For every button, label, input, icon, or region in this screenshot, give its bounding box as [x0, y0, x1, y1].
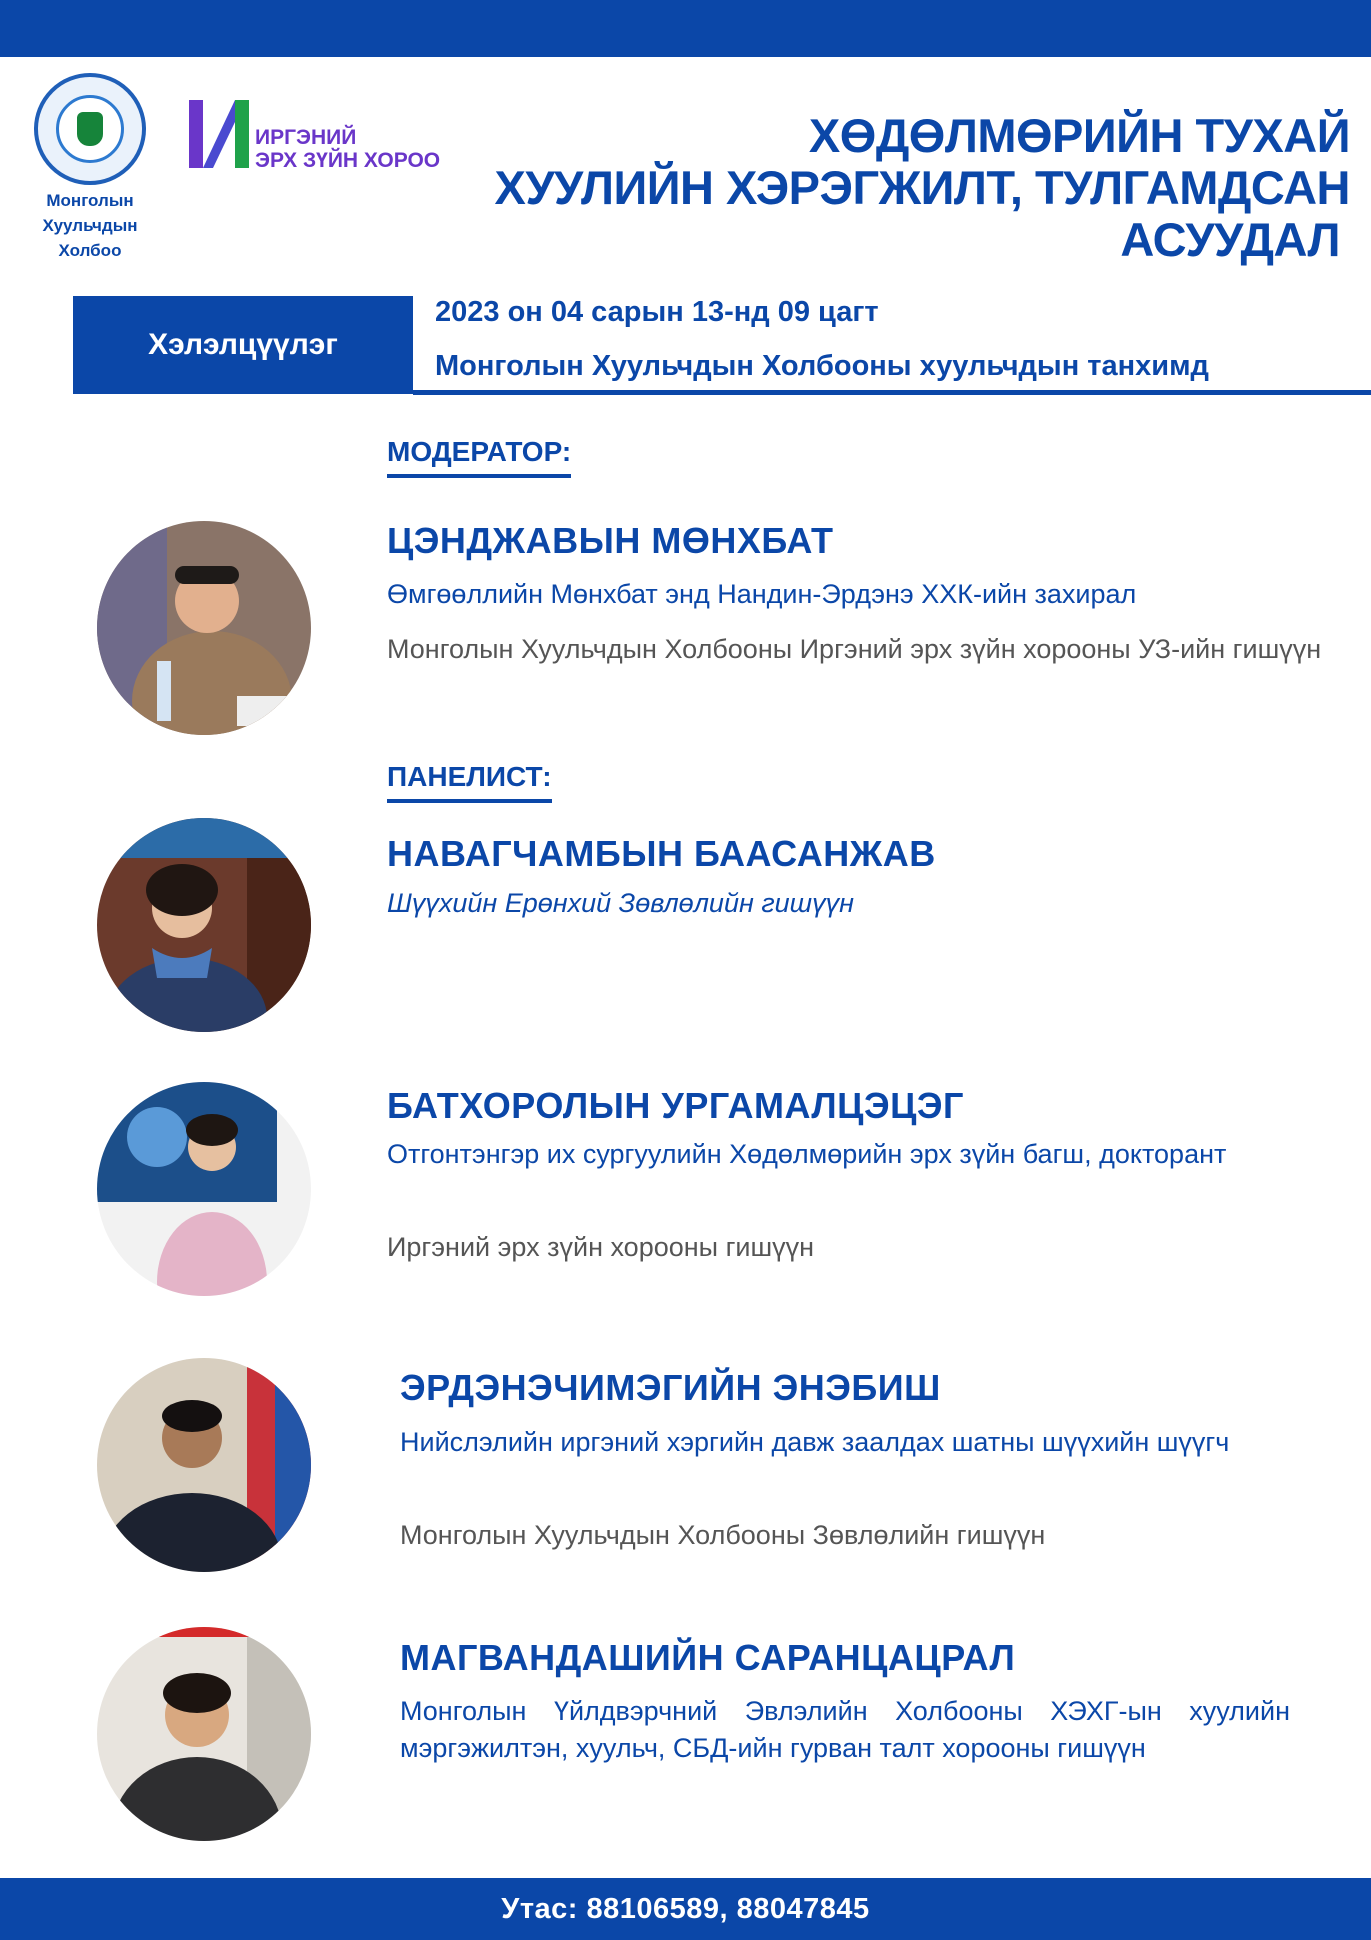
moderator-photo: [97, 521, 311, 735]
contact-phone-footer: Утас: 88106589, 88047845: [0, 1878, 1371, 1940]
committee-logo-text: ИРГЭНИЙ ЭРХ ЗҮЙН ХОРОО: [255, 126, 441, 172]
event-type-badge: Хэлэлцүүлэг: [73, 296, 413, 394]
org-name: Монголын Хуульчдын Холбоо: [42, 191, 138, 260]
top-banner: [0, 0, 1371, 57]
moderator-role: Өмгөөллийн Мөнхбат энд Нандин-Эрдэнэ ХХК-ийн захирал: [387, 579, 1137, 609]
panelist-role: Шүүхийн Ерөнхий Зөвлөлийн гишүүн: [387, 888, 854, 918]
panelist-role: Нийслэлийн иргэний хэргийн давж заалдах шатны шүүхийн шүүгч: [400, 1427, 1230, 1457]
panelist-name: МАГВАНДАШИЙН САРАНЦАЦРАЛ: [400, 1637, 1016, 1678]
moderator-label: МОДЕРАТОР:: [387, 436, 571, 478]
panelist-photo: [97, 1627, 311, 1841]
panelist-name: ЭРДЭНЭЧИМЭГИЙН ЭНЭБИШ: [400, 1367, 941, 1408]
event-underline: [413, 390, 1371, 395]
moderator-name: ЦЭНДЖАВЫН МӨНХБАТ: [387, 520, 834, 561]
panelist-role: Монголын Үйлдвэрчний Эвлэлийн Холбооны ХЭХГ-ын хуулийн мэргэжилтэн, хуульч, СБД-ийн гурван талт хорооны гишүүн: [400, 1696, 1290, 1763]
panelist-extra: Иргэний эрх зүйн хорооны гишүүн: [387, 1232, 815, 1262]
panelist-label: ПАНЕЛИСТ:: [387, 761, 552, 803]
civil-law-committee-logo-icon: [189, 100, 249, 168]
event-location: Монголын Хуульчдын Холбооны хуульчдын танхимд: [435, 350, 1209, 382]
panelist-extra: Монголын Хуульчдын Холбооны Зөвлөлийн гишүүн: [400, 1520, 1046, 1550]
bar-association-seal-logo: [34, 73, 146, 185]
panelist-photo: [97, 818, 311, 1032]
panelist-photo: [97, 1082, 311, 1296]
page-title: ХӨДӨЛМӨРИЙН ТУХАЙ ХУУЛИЙН ХЭРЭГЖИЛТ, ТУЛГАМДСАН АСУУДАЛ: [494, 109, 1350, 266]
panelist-name: БАТХОРОЛЫН УРГАМАЛЦЭЦЭГ: [387, 1085, 964, 1126]
event-date-time: 2023 он 04 сарын 13-нд 09 цагт: [435, 296, 879, 328]
moderator-extra: Монголын Хуульчдын Холбооны Иргэний эрх зүйн хорооны УЗ-ийн гишүүн: [387, 634, 1322, 664]
panelist-photo: [97, 1358, 311, 1572]
panelist-name: НАВАГЧАМБЫН БААСАНЖАВ: [387, 833, 936, 874]
panelist-role: Отгонтэнгэр их сургуулийн Хөдөлмөрийн эрх зүйн багш, докторант: [387, 1139, 1227, 1169]
